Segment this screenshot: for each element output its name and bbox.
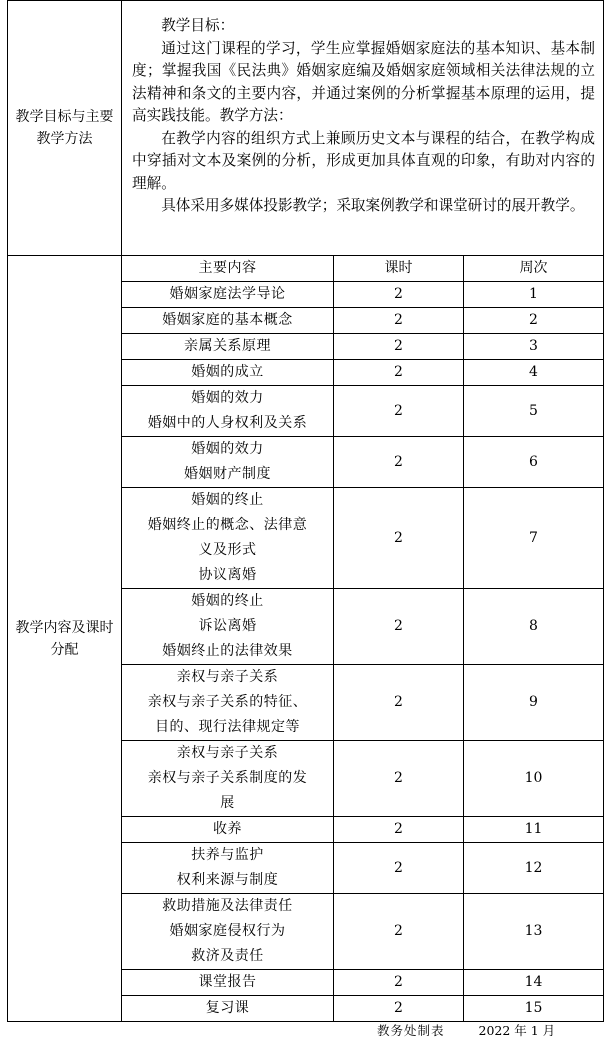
- row-week: 8: [464, 589, 604, 665]
- row-content-line: 收养: [213, 821, 242, 837]
- row-content: [122, 488, 334, 589]
- table-row: [122, 282, 603, 308]
- table-row: [122, 817, 603, 843]
- table-row: [122, 894, 603, 970]
- table-row: [122, 741, 603, 817]
- row-hours: 2: [334, 437, 464, 488]
- row-content-line: 诉讼离婚: [198, 618, 257, 634]
- table-row: [122, 334, 603, 360]
- row-content-line: 婚姻的效力: [191, 441, 264, 457]
- row-content-line: 婚姻终止的法律效果: [162, 643, 293, 659]
- row-week: 5: [464, 386, 604, 437]
- row-content-line: 婚姻家庭法学导论: [169, 286, 286, 302]
- goals-paragraph: 具体采用多媒体投影教学；采取案例教学和课堂研讨的展开教学。: [161, 197, 585, 214]
- row-content-line: 救助措施及法律责任: [162, 898, 293, 914]
- row-content: [122, 996, 334, 1022]
- row-content-line: 展: [220, 795, 235, 811]
- row-content-line: 婚姻终止的概念、法律意: [147, 517, 308, 533]
- goals-content: [122, 1, 604, 256]
- row-week: 6: [464, 437, 604, 488]
- row-content-line: 义及形式: [198, 542, 257, 558]
- table-row: [122, 488, 603, 589]
- row-content-line: 婚姻财产制度: [184, 466, 271, 482]
- header-hours: 课时: [334, 256, 464, 282]
- schedule-cell: [122, 256, 604, 1022]
- row-week: 10: [464, 741, 604, 817]
- footer-date: 2022 年 1 月: [478, 1023, 556, 1038]
- row-hours: 2: [334, 589, 464, 665]
- schedule-row: [8, 256, 604, 1022]
- row-week: 14: [464, 970, 604, 996]
- table-row: [122, 843, 603, 894]
- header-content: 主要内容: [122, 256, 334, 282]
- row-content-line: 扶养与监护: [191, 847, 264, 863]
- table-row: [122, 386, 603, 437]
- row-content: [122, 894, 334, 970]
- row-content-line: 婚姻的成立: [191, 364, 264, 380]
- row-content-line: 亲权与亲子关系制度的发: [147, 770, 308, 786]
- row-hours: 2: [334, 996, 464, 1022]
- row-content-line: 复习课: [205, 1000, 250, 1016]
- row-content-line: 目的、现行法律规定等: [155, 719, 300, 735]
- footer: [377, 1021, 555, 1039]
- row-content: [122, 360, 334, 386]
- row-week: 7: [464, 488, 604, 589]
- row-content: [122, 386, 334, 437]
- table-row: [122, 360, 603, 386]
- row-content-line: 权利来源与制度: [176, 872, 279, 888]
- row-week: 11: [464, 817, 604, 843]
- table-row: [122, 996, 603, 1022]
- row-hours: 2: [334, 843, 464, 894]
- table-row: [122, 970, 603, 996]
- goals-paragraph: 在教学内容的组织方式上兼顾历史文本与课程的结合，在教学构成中穿插对文本及案例的分析，形成更加具体直观的印象，有助对内容的理解。: [132, 129, 595, 192]
- row-hours: 2: [334, 360, 464, 386]
- row-content: [122, 741, 334, 817]
- row-content-line: 婚姻中的人身权利及关系: [147, 415, 308, 431]
- row-hours: 2: [334, 282, 464, 308]
- header-week: 周次: [464, 256, 604, 282]
- row-content: [122, 589, 334, 665]
- goals-paragraph: 教学目标：: [161, 17, 235, 34]
- row-week: 1: [464, 282, 604, 308]
- row-week: 2: [464, 308, 604, 334]
- row-hours: 2: [334, 334, 464, 360]
- row-content: [122, 970, 334, 996]
- row-content-line: 亲权与亲子关系: [176, 745, 279, 761]
- row-content-line: 亲权与亲子关系的特征、: [147, 694, 308, 710]
- row-hours: 2: [334, 970, 464, 996]
- row-content: [122, 665, 334, 741]
- table-row: [122, 589, 603, 665]
- row-content-line: 亲属关系原理: [184, 338, 271, 354]
- row-content-line: 婚姻家庭侵权行为: [169, 923, 286, 939]
- row-hours: 2: [334, 308, 464, 334]
- syllabus-table: [7, 0, 604, 1022]
- row-hours: 2: [334, 665, 464, 741]
- row-content-line: 婚姻家庭的基本概念: [162, 312, 293, 328]
- row-content: [122, 843, 334, 894]
- row-week: 9: [464, 665, 604, 741]
- schedule-table: [122, 256, 603, 1021]
- row-content: [122, 308, 334, 334]
- footer-issuer: 教务处制表: [377, 1023, 445, 1038]
- goals-label: 教学目标与主要教学方法: [8, 1, 122, 256]
- row-week: 15: [464, 996, 604, 1022]
- table-row: [122, 437, 603, 488]
- row-hours: 2: [334, 894, 464, 970]
- schedule-header-row: [122, 256, 603, 282]
- row-content-line: 婚姻的终止: [191, 492, 264, 508]
- row-content-line: 亲权与亲子关系: [176, 669, 279, 685]
- row-week: 13: [464, 894, 604, 970]
- row-content: [122, 334, 334, 360]
- schedule-label: 教学内容及课时分配: [8, 256, 122, 1022]
- row-content-line: 婚姻的效力: [191, 390, 264, 406]
- row-week: 3: [464, 334, 604, 360]
- row-content-line: 婚姻的终止: [191, 593, 264, 609]
- table-row: [122, 665, 603, 741]
- row-hours: 2: [334, 741, 464, 817]
- goals-paragraph: 通过这门课程的学习，学生应掌握婚姻家庭法的基本知识、基本制度；掌握我国《民法典》婚姻家庭编及婚姻家庭领域相关法律法规的立法精神和条文的主要内容，并通过案例的分析掌握基本原理的运用，提高实践技能。教学方法：: [132, 39, 595, 124]
- row-content-line: 救济及责任: [191, 948, 264, 964]
- table-row: [122, 308, 603, 334]
- row-content: [122, 282, 334, 308]
- row-hours: 2: [334, 488, 464, 589]
- row-content-line: 课堂报告: [198, 974, 257, 990]
- row-content-line: 协议离婚: [198, 567, 257, 583]
- row-hours: 2: [334, 386, 464, 437]
- goals-row: [8, 1, 604, 256]
- row-week: 4: [464, 360, 604, 386]
- row-hours: 2: [334, 817, 464, 843]
- row-content: [122, 437, 334, 488]
- row-week: 12: [464, 843, 604, 894]
- row-content: [122, 817, 334, 843]
